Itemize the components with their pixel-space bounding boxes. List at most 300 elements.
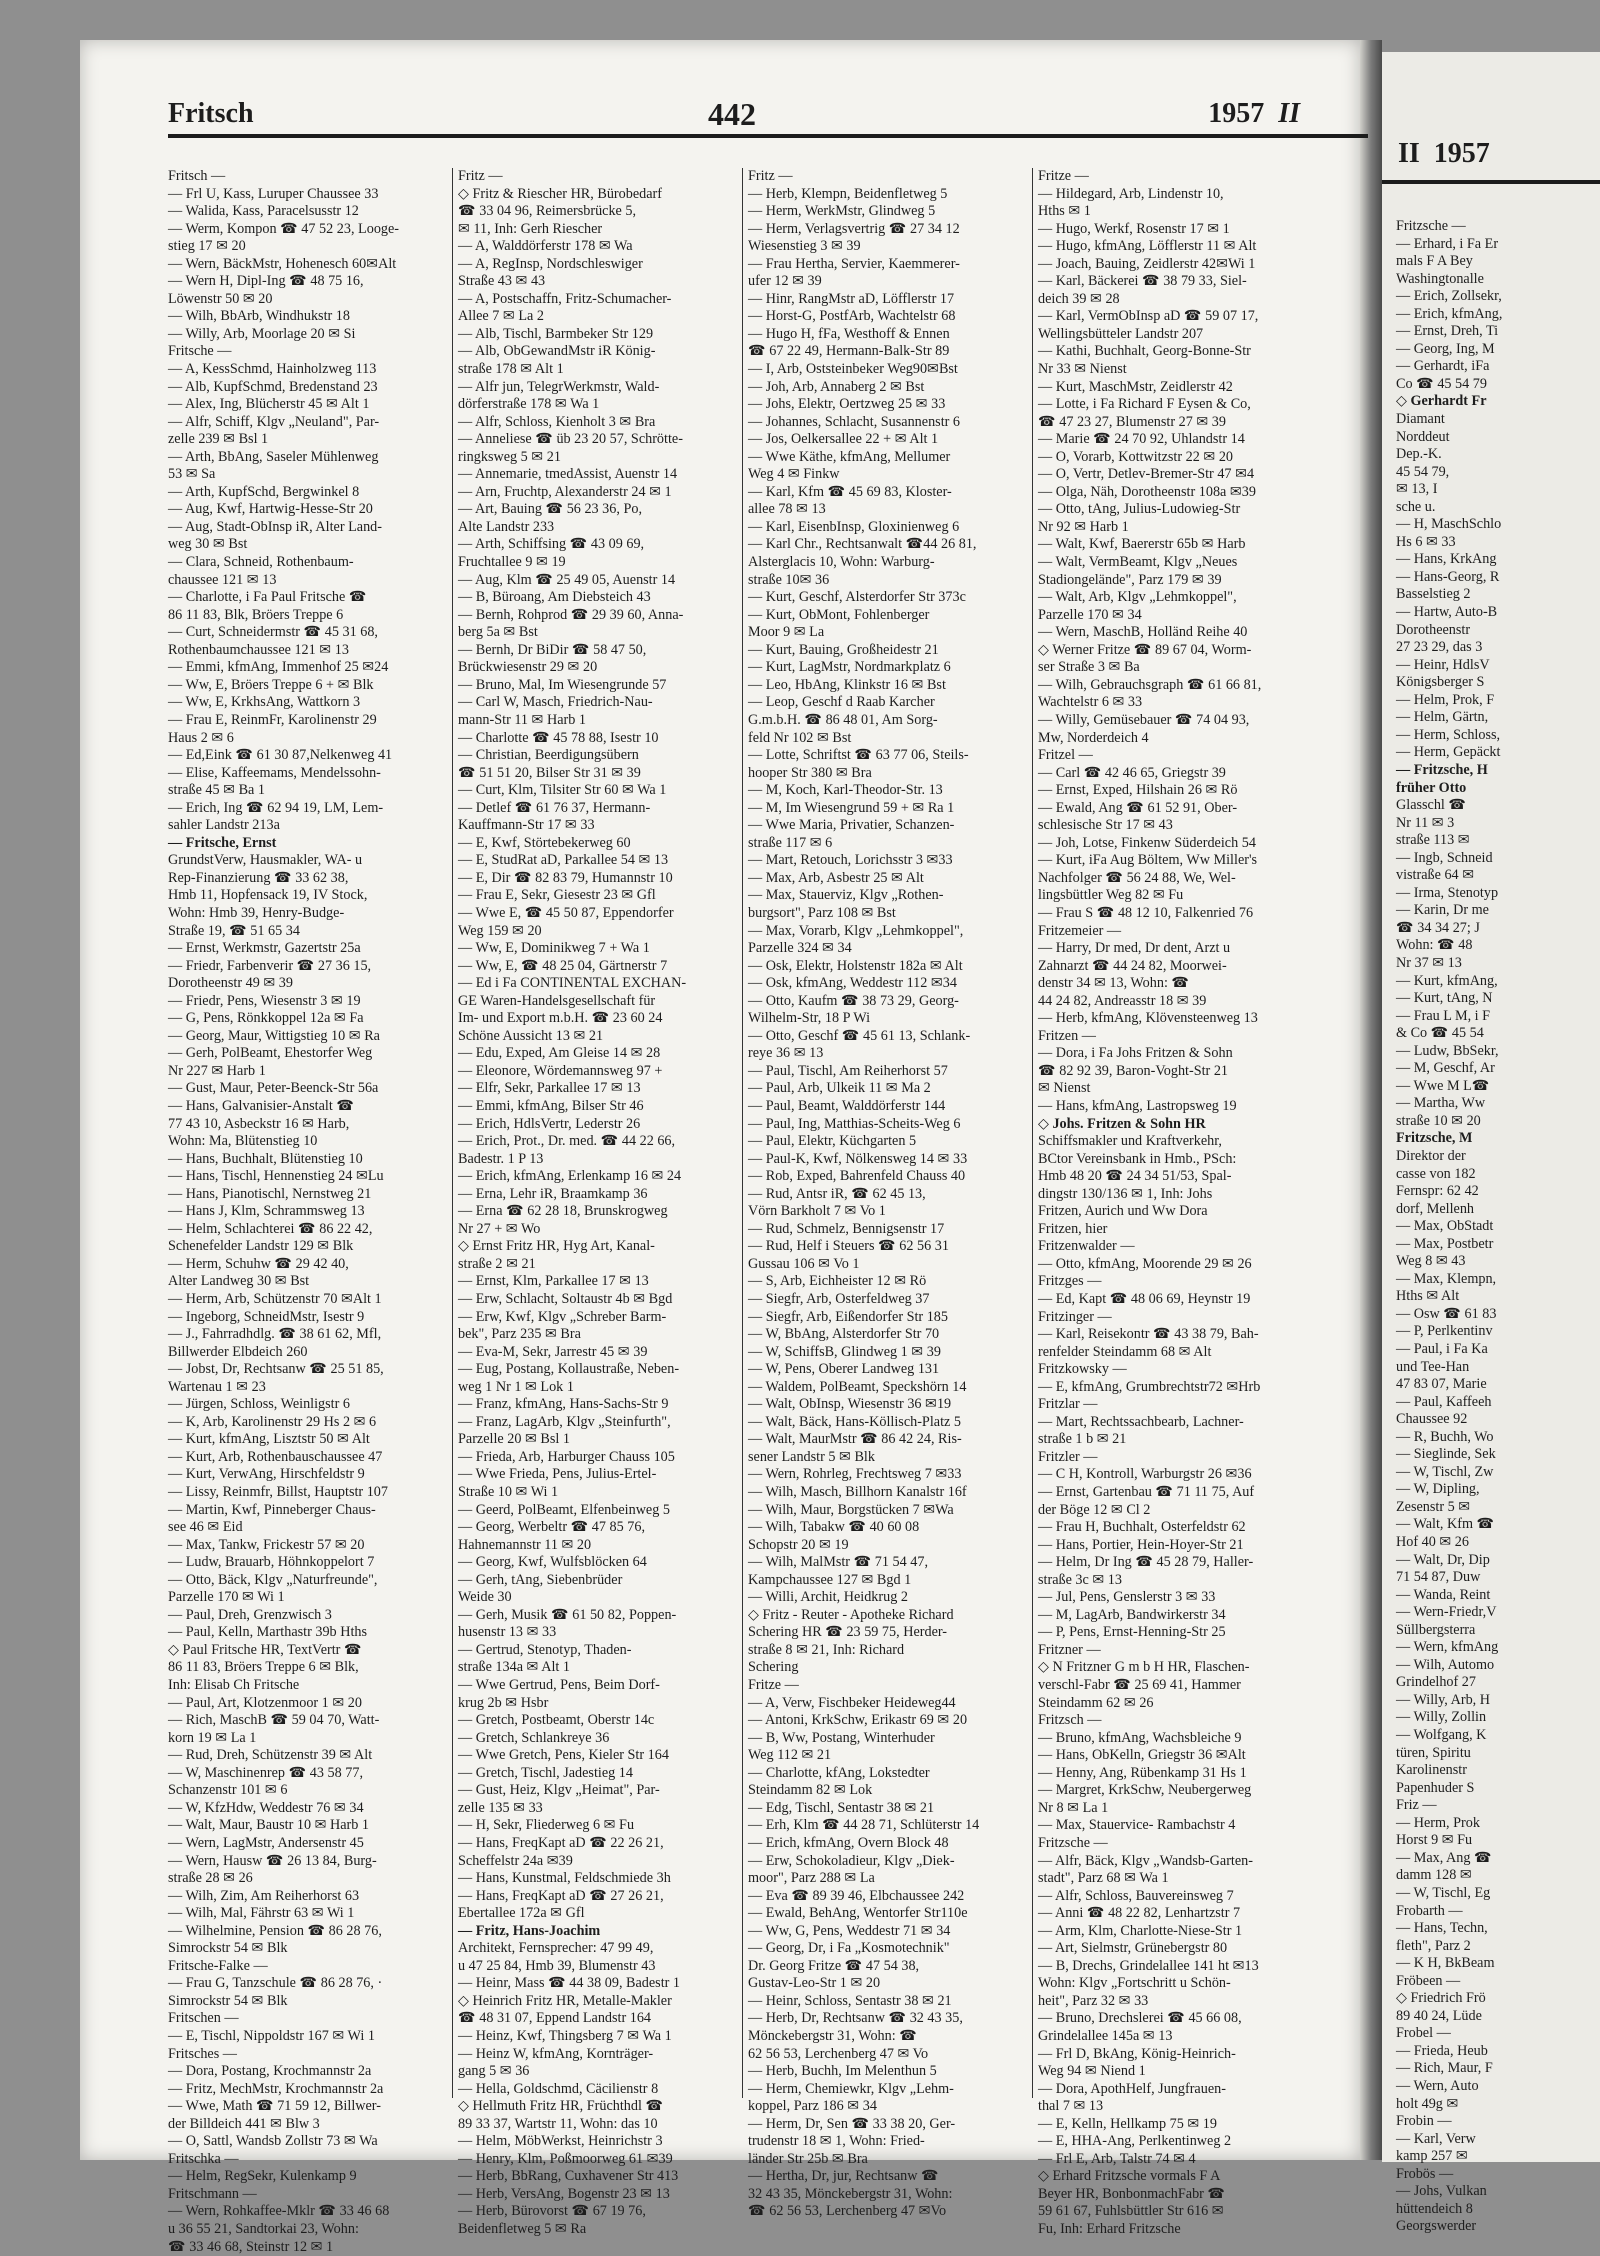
directory-entry-line: kamp 257 ✉ [1396, 2148, 1468, 2165]
directory-entry-line: — Herb, Klempn, Beidenfletweg 5 [748, 185, 948, 202]
directory-entry-line: — Fritzsche, H [1396, 761, 1488, 778]
directory-entry-line: — Gerh, PolBeamt, Ehestorfer Weg [168, 1045, 373, 1062]
directory-entry-line: Fritzlar — [1038, 1396, 1098, 1413]
directory-entry-line: ufer 12 ✉ 39 [748, 273, 822, 290]
directory-entry-line: Kauffmann-Str 17 ✉ 33 [458, 817, 595, 834]
directory-entry-line: — Wwe Gertrud, Pens, Beim Dorf- [458, 1677, 660, 1694]
directory-entry-line: — Gertrud, Stenotyp, Thaden- [458, 1641, 632, 1658]
directory-entry-line: — Heinr, Mass ☎ 44 38 09, Badestr 1 [458, 1975, 681, 1992]
directory-entry-line: Weide 30 [458, 1589, 512, 1606]
directory-entry-line: — Hans, Techn, [1396, 1920, 1488, 1937]
directory-entry-line: Washingtonalle [1396, 270, 1484, 287]
directory-entry-line: Schenefelder Landstr 129 ✉ Blk [168, 1238, 354, 1255]
directory-entry-line: — Alb, Tischl, Barmbeker Str 129 [458, 325, 654, 342]
directory-entry-line: — M, Geschf, Ar [1396, 1060, 1495, 1077]
directory-entry-line: vistraße 64 ✉ [1396, 867, 1475, 884]
directory-entry-line: Nr 27 + ✉ Wo [458, 1220, 541, 1237]
directory-entry-line: — Frl E, Arb, Talstr 74 ✉ 4 [1038, 2150, 1196, 2167]
directory-entry-line: — Anneliese ☎ üb 23 20 57, Schrötte- [458, 431, 683, 448]
directory-entry-line: — Jürgen, Schloss, Weinligstr 6 [168, 1396, 350, 1413]
directory-entry-line: — Max, Postbetr [1396, 1235, 1494, 1252]
directory-entry-line: straße 10 ✉ 20 [1396, 1112, 1481, 1129]
directory-entry-line: Frobin — [1396, 2113, 1452, 2130]
directory-entry-line: — B, Büroang, Am Diebsteich 43 [458, 589, 651, 606]
directory-entry-line: Schopstr 20 ✉ 19 [748, 1536, 849, 1553]
directory-entry-line: — Carl W, Masch, Friedrich-Nau- [458, 694, 653, 711]
directory-entry-line: ◇ Gerhardt Fr [1396, 393, 1487, 410]
directory-entry-line: — Otto, Bäck, Klgv „Naturfreunde", [168, 1571, 378, 1588]
directory-entry-line: — Bernh, Dr BiDir ☎ 58 47 50, [458, 641, 647, 658]
directory-entry-line: Straße 19, ☎ 51 65 34 [168, 922, 300, 939]
column-divider [452, 168, 453, 2098]
directory-entry-line: ◇ Johs. Fritzen & Sohn HR [1038, 1115, 1206, 1132]
directory-entry-line: — Margret, KrkSchw, Neubergerweg [1038, 1782, 1252, 1799]
directory-entry-line: 71 54 87, Duw [1396, 1569, 1481, 1586]
directory-entry-line: — Clara, Schneid, Rothenbaum- [168, 554, 354, 571]
directory-entry-line: der Böge 12 ✉ Cl 2 [1038, 1501, 1151, 1518]
directory-entry-line: 47 83 07, Marie [1396, 1376, 1487, 1393]
directory-entry-line: — Ludw, Brauarb, Höhnkoppelort 7 [168, 1554, 375, 1571]
directory-entry-line: — Arm, Klm, Charlotte-Niese-Str 1 [1038, 1922, 1243, 1939]
directory-entry-line: GrundstVerw, Hausmakler, WA- u [168, 852, 363, 869]
directory-entry-line: Frobarth — [1396, 1902, 1463, 1919]
directory-entry-line: — Siegfr, Arb, Eißendorfer Str 185 [748, 1308, 948, 1325]
directory-entry-line: Wachtelstr 6 ✉ 33 [1038, 694, 1143, 711]
directory-entry-line: — Georg, Werbeltr ☎ 47 85 76, [458, 1519, 646, 1536]
directory-entry-line: — Walt, Arb, Klgv „Lehmkoppel", [1038, 589, 1237, 606]
directory-entry-line: — Christian, Beerdigungsübern [458, 747, 639, 764]
column-4 [1038, 168, 1314, 2237]
directory-entry-line: Norddeut [1396, 428, 1450, 445]
directory-entry-line: Straße 43 ✉ 43 [458, 273, 546, 290]
directory-entry-line: straße 113 ✉ [1396, 832, 1470, 849]
directory-entry-line: — Horst-G, PostfArb, Wachtelstr 68 [748, 308, 956, 325]
directory-entry-line: — Walt, Bäck, Hans-Köllisch-Platz 5 [748, 1413, 961, 1430]
directory-entry-line: — Ernst, Dreh, Ti [1396, 323, 1499, 340]
directory-entry-line: & Co ☎ 45 54 [1396, 1025, 1484, 1042]
directory-entry-line: Vörn Barkholt 7 ✉ Vo 1 [748, 1203, 886, 1220]
directory-entry-line: — Erich, HdlsVertr, Lederstr 26 [458, 1115, 641, 1132]
directory-entry-line: — Dora, ApothHelf, Jungfrauen- [1038, 2080, 1226, 2097]
directory-entry-line: Fritzen — [1038, 1027, 1096, 1044]
directory-entry-line: — Ww, E, ☎ 48 25 04, Gärtnerstr 7 [458, 957, 668, 974]
adjacent-page [1382, 52, 1600, 2235]
directory-entry-line: — Frau Hertha, Servier, Kaemmerer- [748, 255, 960, 272]
year: 1957 [1208, 98, 1265, 129]
directory-entry-line: — Osw ☎ 61 83 [1396, 1305, 1497, 1322]
directory-entry-line: Fritzemeier — [1038, 922, 1122, 939]
directory-entry-line: — M, Koch, Karl-Theodor-Str. 13 [748, 782, 943, 799]
directory-entry-line: — Wilh, Gebrauchsgraph ☎ 61 66 81, [1038, 676, 1262, 693]
directory-entry-line: dorf, Mellenh [1396, 1200, 1475, 1217]
directory-entry-line: — R, Buchh, Wo [1396, 1428, 1494, 1445]
directory-entry-line: Fritzsche — [1396, 218, 1466, 234]
directory-entry-line: — Aug, Klm ☎ 25 49 05, Auenstr 14 [458, 571, 676, 588]
directory-entry-line: früher Otto [1396, 779, 1467, 796]
directory-entry-line: Weg 4 ✉ Finkw [748, 466, 840, 483]
directory-entry-line: Hmb 11, Hopfensack 19, IV Stock, [168, 887, 368, 904]
directory-entry-line: — Paul, Kelln, Marthastr 39b Hths [168, 1624, 367, 1641]
directory-entry-line: Steindamm 82 ✉ Lok [748, 1782, 873, 1799]
directory-entry-line: — Eleonore, Wördemannsweg 97 + [458, 1062, 663, 1079]
directory-entry-line: — Gretch, Schlankreye 36 [458, 1729, 610, 1746]
directory-entry-line: Mw, Norderdeich 4 [1038, 729, 1149, 746]
directory-entry-line: allee 78 ✉ 13 [748, 501, 826, 518]
directory-entry-line: thal 7 ✉ 13 [1038, 2098, 1104, 2115]
directory-entry-line: Gustav-Leo-Str 1 ✉ 20 [748, 1975, 881, 1992]
directory-entry-line: Fu, Inh: Erhard Fritzsche [1038, 2220, 1181, 2237]
directory-entry-line: ◇ Erhard Fritzsche vormals F A [1038, 2168, 1221, 2185]
directory-entry-line: — Wern-Friedr,V [1396, 1604, 1497, 1621]
directory-entry-line: — Wern, Auto [1396, 2077, 1479, 2094]
directory-entry-line: — Paul, Dreh, Grenzwisch 3 [168, 1606, 332, 1623]
directory-entry-line: koppel, Parz 186 ✉ 34 [748, 2098, 877, 2115]
directory-entry-line: — Henny, Ang, Rübenkamp 31 Hs 1 [1038, 1764, 1247, 1781]
directory-entry-line: — Marie ☎ 24 70 92, Uhlandstr 14 [1038, 431, 1245, 448]
directory-entry-line: Weg 159 ✉ 20 [458, 922, 542, 939]
directory-entry-line: — Walt, Maur, Baustr 10 ✉ Harb 1 [168, 1817, 370, 1834]
directory-entry-line: — Erhard, i Fa Er [1396, 235, 1499, 252]
directory-entry-line: — Wolfgang, K [1396, 1727, 1487, 1744]
directory-entry-line: — Wilh, Zim, Am Reiherhorst 63 [168, 1887, 360, 1904]
directory-entry-line: — Max, Stauerviz, Klgv „Rothen- [748, 887, 944, 904]
directory-entry-line: — Erna ☎ 62 28 18, Brunskrogweg [458, 1203, 668, 1220]
directory-entry-line: — Osk, Elektr, Holstenstr 182a ✉ Alt [748, 957, 963, 974]
directory-entry-line: — Wern, Rohkaffee-Mklr ☎ 33 46 68 [168, 2203, 390, 2220]
directory-entry-line: Grindelallee 145a ✉ 13 [1038, 2027, 1173, 2044]
directory-entry-line: — Wwe Gretch, Pens, Kieler Str 164 [458, 1747, 669, 1764]
directory-entry-line: — Wwe Käthe, kfmAng, Mellumer [748, 448, 951, 465]
directory-entry-line: — O, Vertr, Detlev-Bremer-Str 47 ✉4 [1038, 466, 1255, 483]
directory-entry-line: — Martin, Kwf, Pinneberger Chaus- [168, 1501, 376, 1518]
directory-entry-line: — A, Walddörferstr 178 ✉ Wa [458, 238, 633, 255]
directory-entry-line: ◇ Werner Fritze ☎ 89 67 04, Worm- [1038, 641, 1252, 658]
directory-entry-line: ☎ 33 04 96, Reimersbrücke 5, [458, 203, 637, 220]
directory-entry-line: Wohn: Ma, Blütenstieg 10 [168, 1133, 318, 1150]
directory-entry-line: — Hugo, kfmAng, Löfflerstr 11 ✉ Alt [1038, 238, 1257, 255]
directory-entry-line: — Aug, Stadt-ObInsp iR, Alter Land- [168, 518, 382, 535]
directory-entry-line: Fritze — [1038, 168, 1089, 184]
directory-entry-line: Friz — [1396, 1797, 1437, 1814]
directory-entry-line: — Herm, Schloss, [1396, 726, 1501, 743]
directory-entry-line: — Rich, MaschB ☎ 59 04 70, Watt- [168, 1712, 380, 1729]
directory-entry-line: straße 45 ✉ Ba 1 [168, 782, 265, 799]
directory-entry-line: straße 10✉ 36 [748, 571, 830, 588]
directory-entry-line: Hs 6 ✉ 33 [1396, 533, 1456, 550]
directory-entry-line: — Walt, MaurMstr ☎ 86 42 24, Ris- [748, 1431, 962, 1448]
directory-entry-line: — Karl, Kfm ☎ 45 69 83, Kloster- [748, 483, 952, 500]
directory-entry-line: — Paul, Elektr, Küchgarten 5 [748, 1133, 917, 1150]
directory-entry-line: Weg 94 ✉ Niend 1 [1038, 2063, 1146, 2080]
directory-entry-line: — Paul-K, Kwf, Nölkensweg 14 ✉ 33 [748, 1150, 968, 1167]
directory-entry-line: — Wwe Maria, Privatier, Schanzen- [748, 817, 955, 834]
directory-entry-line: hooper Str 380 ✉ Bra [748, 764, 872, 781]
directory-entry-line: länder Str 25b ✉ Bra [748, 2150, 868, 2167]
directory-entry-line: — Paul, Ing, Matthias-Scheits-Weg 6 [748, 1115, 961, 1132]
directory-entry-line: Billwerder Elbdeich 260 [168, 1343, 308, 1360]
directory-entry-line: Karolinenstr [1396, 1762, 1467, 1779]
directory-entry-line: — Walt, ObInsp, Wiesenstr 36 ✉19 [748, 1396, 952, 1413]
directory-entry-line: — W, Tischl, Zw [1396, 1463, 1494, 1480]
directory-entry-line: Fröbeen — [1396, 1972, 1461, 1989]
directory-entry-line: — Georg, Dr, i Fa „Kosmotechnik" [748, 1940, 950, 1957]
directory-entry-line: — Johs, Elektr, Oertzweg 25 ✉ 33 [748, 396, 946, 413]
directory-entry-line: — W, KfzHdw, Weddestr 76 ✉ 34 [168, 1799, 364, 1816]
directory-entry-line: — Frau H, Buchhalt, Osterfeldstr 62 [1038, 1519, 1246, 1536]
directory-entry-line: — Friedr, Pens, Wiesenstr 3 ✉ 19 [168, 992, 361, 1009]
directory-entry-line: 59 61 67, Fuhlsbüttler Str 616 ✉ [1038, 2203, 1224, 2220]
directory-entry-line: Nr 227 ✉ Harb 1 [168, 1062, 266, 1079]
directory-entry-line: Badestr. 1 P 13 [458, 1150, 544, 1167]
directory-entry-line: Horst 9 ✉ Fu [1396, 1832, 1473, 1849]
directory-entry-line: renfelder Steindamm 68 ✉ Alt [1038, 1343, 1212, 1360]
directory-entry-line: Georgswerder [1396, 2218, 1477, 2235]
directory-entry-line: 27 23 29, das 3 [1396, 639, 1483, 656]
directory-entry-line: — Hans, Kunstmal, Feldschmiede 3h [458, 1870, 671, 1887]
directory-entry-line: — P, Pens, Ernst-Henning-Str 25 [1038, 1624, 1226, 1641]
directory-entry-line: — Hertha, Dr, jur, Rechtsanw ☎ [748, 2168, 939, 2185]
directory-entry-line: Weg 112 ✉ 21 [748, 1747, 832, 1764]
directory-entry-line: — Wwe M L☎ [1396, 1077, 1490, 1094]
directory-entry-line: 62 56 53, Lerchenberg 47 ✉ Vo [748, 2045, 929, 2062]
directory-entry-line: moor", Parz 288 ✉ La [748, 1870, 875, 1887]
directory-entry-line: — Hans J, Klm, Schrammsweg 13 [168, 1203, 365, 1220]
directory-entry-line: fleth", Parz 2 [1396, 1937, 1471, 1954]
directory-entry-line: — Herm, Arb, Schützenstr 70 ✉Alt 1 [168, 1291, 382, 1307]
directory-entry-line: — Herb, VersAng, Bogenstr 23 ✉ 13 [458, 2185, 670, 2202]
directory-entry-line: gang 5 ✉ 36 [458, 2063, 530, 2080]
directory-entry-line: — Jobst, Dr, Rechtsanw ☎ 25 51 85, [168, 1361, 384, 1378]
directory-entry-line: feld Nr 102 ✉ Bst [748, 729, 852, 746]
directory-entry-line: ◇ Fritz & Riescher HR, Bürobedarf [458, 185, 662, 202]
directory-entry-line: und Tee-Han [1396, 1358, 1470, 1375]
directory-entry-line: — Hans, FreqKapt aD ☎ 27 26 21, [458, 1887, 664, 1904]
directory-entry-line: — Alb, ObGewandMstr iR König- [458, 343, 656, 360]
directory-entry-line: Steindamm 62 ✉ 26 [1038, 1694, 1154, 1711]
directory-entry-line: — Fritsche, Ernst [168, 834, 277, 851]
directory-entry-line: — Antoni, KrkSchw, Erikastr 69 ✉ 20 [748, 1712, 968, 1729]
directory-entry-line: — Frl D, BkAng, König-Heinrich- [1038, 2045, 1236, 2062]
directory-entry-line: — Joh, Lotse, Finkenw Süderdeich 54 [1038, 834, 1256, 851]
directory-entry-line: 86 11 83, Blk, Bröers Treppe 6 [168, 606, 344, 623]
directory-entry-line: — Hans, Portier, Hein-Hoyer-Str 21 [1038, 1536, 1244, 1553]
directory-entry-line: — Helm, RegSekr, Kulenkamp 9 [168, 2168, 357, 2185]
directory-entry-line: — Karl Chr., Rechtsanwalt ☎44 26 81, [748, 536, 977, 553]
directory-entry-line: — Ed, Kapt ☎ 48 06 69, Heynstr 19 [1038, 1291, 1251, 1307]
directory-entry-line: — Ed,Eink ☎ 61 30 87,Nelkenweg 41 [168, 747, 393, 764]
directory-entry-line: — E, HHA-Ang, Perlkentinweg 2 [1038, 2133, 1232, 2150]
directory-entry-line: — Herm, Chemiewkr, Klgv „Lehm- [748, 2080, 954, 2097]
directory-entry-line: GE Waren-Handelsgesellschaft für [458, 992, 656, 1009]
directory-entry-line: — Erich, Zollsekr, [1396, 288, 1502, 305]
directory-entry-line: — Edu, Exped, Am Gleise 14 ✉ 28 [458, 1045, 661, 1062]
directory-entry-line: — Gust, Maur, Peter-Beenck-Str 56a [168, 1080, 379, 1097]
directory-entry-line: — Ed i Fa CONTINENTAL EXCHAN- [458, 975, 687, 992]
directory-entry-line: Direktor der [1396, 1147, 1466, 1164]
directory-entry-line: Fritzenwalder — [1038, 1238, 1135, 1255]
directory-entry-line: — Ernst, Klm, Parkallee 17 ✉ 13 [458, 1273, 649, 1290]
directory-entry-line: — Herm, Prok [1396, 1814, 1480, 1831]
directory-entry-line: Fernspr: 62 42 [1396, 1183, 1479, 1200]
directory-entry-line: — Detlef ☎ 61 76 37, Hermann- [458, 799, 651, 816]
directory-entry-line: — W, BbAng, Alsterdorfer Str 70 [748, 1326, 940, 1343]
directory-entry-line: Nr 8 ✉ La 1 [1038, 1799, 1109, 1816]
directory-entry-line: Fritzen, Aurich und Ww Dora [1038, 1203, 1208, 1220]
directory-entry-line: Fritzsche, M [1396, 1130, 1473, 1147]
directory-entry-line: weg 1 Nr 1 ✉ Lok 1 [458, 1378, 574, 1395]
directory-entry-line: — Dora, Postang, Krochmannstr 2a [168, 2063, 372, 2080]
directory-entry-line: — Max, Vorarb, Klgv „Lehmkoppel", [748, 922, 964, 939]
directory-entry-line: — Alex, Ing, Blücherstr 45 ✉ Alt 1 [168, 396, 370, 413]
directory-entry-line: — Gerh, Musik ☎ 61 50 82, Poppen- [458, 1606, 677, 1623]
directory-entry-line: krug 2b ✉ Hsbr [458, 1694, 549, 1711]
directory-entry-line: — Wern, LagMstr, Andersenstr 45 [168, 1834, 364, 1851]
directory-entry-line: — Carl ☎ 42 46 65, Griegstr 39 [1038, 764, 1226, 781]
directory-entry-line: — Paul, Kaffeeh [1396, 1393, 1492, 1410]
directory-entry-line: Architekt, Fernsprecher: 47 99 49, [458, 1940, 654, 1957]
directory-entry-line: — Hans-Georg, R [1396, 568, 1500, 585]
directory-entry-line: ✉ Nienst [1038, 1080, 1091, 1097]
directory-entry-line: holt 49g ✉ [1396, 2095, 1459, 2112]
directory-entry-line: — Max, ObStadt [1396, 1218, 1494, 1235]
directory-entry-line: — Kurt, iFa Aug Böltem, Ww Miller's [1038, 852, 1258, 869]
directory-entry-line: — Willi, Archit, Heidkrug 2 [748, 1589, 908, 1606]
directory-entry-line: 77 43 10, Asbeckstr 16 ✉ Harb, [168, 1115, 350, 1132]
directory-entry-line: Süllbergsterra [1396, 1621, 1476, 1638]
directory-entry-line: — W, Pens, Oberer Landweg 131 [748, 1361, 940, 1378]
directory-entry-line: — Paul, Beamt, Walddörferstr 144 [748, 1097, 946, 1114]
directory-entry-line: mann-Str 11 ✉ Harb 1 [458, 711, 586, 728]
directory-entry-line: — Osk, kfmAng, Weddestr 112 ✉34 [748, 975, 957, 992]
directory-entry-line: — Kurt, kfmAng, [1396, 972, 1498, 989]
directory-entry-line: — Erh, Klm ☎ 44 28 71, Schlüterstr 14 [748, 1817, 980, 1834]
page-number: 442 [708, 96, 756, 132]
directory-entry-line: dörferstraße 178 ✉ Wa 1 [458, 396, 600, 413]
directory-entry-line: Fritsch — [168, 168, 226, 184]
directory-entry-line: 89 33 37, Wartstr 11, Wohn: das 10 [458, 2115, 658, 2132]
directory-entry-line: Co ☎ 45 54 79 [1396, 375, 1487, 392]
directory-entry-line: — Georg, Ing, M [1396, 340, 1495, 357]
directory-entry-line: Wilhelm-Str, 18 P Wi [748, 1010, 871, 1027]
directory-entry-line: — Bruno, kfmAng, Wachsbleiche 9 [1038, 1729, 1242, 1746]
directory-entry-line: — Otto, kfmAng, Moorende 29 ✉ 26 [1038, 1255, 1252, 1272]
directory-entry-line: — Erna, Lehr iR, Braamkamp 36 [458, 1185, 648, 1202]
directory-entry-line: burgsort", Parz 108 ✉ Bst [748, 904, 896, 921]
directory-entry-line: — Wilhelmine, Pension ☎ 86 28 76, [168, 1922, 382, 1939]
directory-entry-line: reye 36 ✉ 13 [748, 1045, 824, 1062]
directory-entry-line: Hof 40 ✉ 26 [1396, 1534, 1469, 1551]
directory-entry-line: Straße 10 ✉ Wi 1 [458, 1484, 559, 1501]
directory-entry-line: — Irma, Stenotyp [1396, 884, 1499, 901]
directory-entry-line: — Annemarie, tmedAssist, Auenstr 14 [458, 466, 678, 483]
directory-entry-line: — Hans, Galvanisier-Anstalt ☎ [168, 1097, 355, 1114]
directory-entry-line: — Herb, BbRang, Cuxhavener Str 413 [458, 2168, 679, 2185]
directory-entry-line: — Hans, FreqKapt aD ☎ 22 26 21, [458, 1834, 664, 1851]
directory-entry-line: Rothenbaumchaussee 121 ✉ 13 [168, 641, 349, 658]
directory-entry-line: straße 117 ✉ 6 [748, 834, 833, 851]
directory-entry-line: — Charlotte, kfAng, Lokstedter [748, 1764, 930, 1781]
directory-entry-line: Dr. Georg Fritze ☎ 47 54 38, [748, 1957, 920, 1974]
directory-entry-line: — Helm, Schlachterei ☎ 86 22 42, [168, 1220, 373, 1237]
directory-entry-line: — Mart, Rechtssachbearb, Lachner- [1038, 1413, 1244, 1430]
directory-entry-line: — Rud, Schmelz, Bennigsenstr 17 [748, 1220, 945, 1237]
directory-entry-line: — Ww, E, KrkhsAng, Wattkorn 3 [168, 694, 361, 711]
directory-entry-line: ✉ 11, Inh: Gerh Riescher [458, 220, 603, 237]
directory-entry-line: Chaussee 92 [1396, 1411, 1468, 1428]
directory-entry-line: Zesenstr 5 ✉ [1396, 1498, 1471, 1515]
directory-entry-line: — M, Im Wiesengrund 59 + ✉ Ra 1 [748, 799, 955, 816]
directory-entry-line: — Frau G, Tanzschule ☎ 86 28 76, · [168, 1975, 383, 1992]
directory-entry-line: — Leop, Geschf d Raab Karcher [748, 694, 935, 711]
directory-entry-line: Simrockstr 54 ✉ Blk [168, 1940, 288, 1957]
directory-entry-line: Gussau 106 ✉ Vo 1 [748, 1255, 860, 1272]
directory-entry-line: Diamant [1396, 411, 1445, 428]
directory-entry-line: — Charlotte, i Fa Paul Fritsche ☎ [168, 589, 367, 606]
directory-entry-line: trudenstr 18 ✉ 1, Wohn: Fried- [748, 2133, 925, 2150]
directory-entry-line: — A, RegInsp, Nordschleswiger [458, 255, 643, 272]
directory-entry-line: — Arth, Schiffsing ☎ 43 09 69, [458, 536, 645, 553]
directory-entry-line: — Franz, kfmAng, Hans-Sachs-Str 9 [458, 1396, 669, 1413]
directory-entry-line: — Max, Klempn, [1396, 1270, 1497, 1287]
directory-entry-line: — Frau L M, i F [1396, 1007, 1491, 1024]
directory-entry-line: — H, Sekr, Fliederweg 6 ✉ Fu [458, 1817, 635, 1834]
directory-entry-line: straße 28 ✉ 26 [168, 1870, 253, 1887]
directory-entry-line: — K H, BkBeam [1396, 1955, 1495, 1972]
directory-entry-line: — Wilh, Mal, Fährstr 63 ✉ Wi 1 [168, 1905, 355, 1922]
directory-entry-line: — Hinr, RangMstr aD, Löfflerstr 17 [748, 290, 955, 307]
directory-entry-line: see 46 ✉ Eid [168, 1519, 243, 1536]
directory-entry-line: — Hans, Pianotischl, Nernstweg 21 [168, 1185, 372, 1202]
directory-entry-line: u 47 25 84, Hmb 39, Blumenstr 43 [458, 1957, 656, 1974]
directory-entry-line: — Kurt, Bauing, Großheidestr 21 [748, 641, 939, 658]
directory-entry-line: — Bernh, Rohprod ☎ 29 39 60, Anna- [458, 606, 684, 623]
directory-entry-line: Simrockstr 54 ✉ Blk [168, 1992, 288, 2009]
directory-entry-line: — Aug, Kwf, Hartwig-Hesse-Str 20 [168, 501, 373, 518]
directory-entry-line: — Charlotte ☎ 45 78 88, Isestr 10 [458, 729, 659, 746]
directory-entry-line: — Hans, ObKelln, Griegstr 36 ✉Alt [1038, 1747, 1246, 1764]
directory-entry-line: — Hartw, Auto-B [1396, 604, 1498, 621]
directory-entry-line: — Johs, Vulkan [1396, 2183, 1487, 2200]
right-year: 1957 [1433, 138, 1490, 169]
directory-entry-line: — M, LagArb, Bandwirkerstr 34 [1038, 1606, 1226, 1623]
directory-entry-line: — Kurt, LagMstr, Nordmarkplatz 6 [748, 659, 951, 676]
directory-entry-line: — Ewald, Ang ☎ 61 52 91, Ober- [1038, 799, 1238, 816]
directory-entry-line: straße 134a ✉ Alt 1 [458, 1659, 570, 1676]
directory-entry-line: Schering HR ☎ 23 59 75, Herder- [748, 1624, 948, 1641]
book-gutter [1360, 40, 1382, 2160]
directory-entry-line: — Walt, Kwf, Baererstr 65b ✉ Harb [1038, 536, 1246, 553]
directory-entry-line: — Arth, BbAng, Saseler Mühlenweg [168, 448, 379, 465]
directory-entry-line: — Herm, Dr, Sen ☎ 33 38 20, Ger- [748, 2115, 956, 2132]
directory-entry-line: Weg 8 ✉ 43 [1396, 1253, 1466, 1270]
directory-entry-line: — Alfr, Bäck, Klgv „Wandsb-Garten- [1038, 1852, 1253, 1869]
directory-entry-line: Fritsches — [168, 2045, 237, 2062]
directory-entry-line: — Dora, i Fa Johs Fritzen & Sohn [1038, 1045, 1233, 1062]
directory-entry-line: — P, Perlkentinv [1396, 1323, 1493, 1340]
directory-entry-line: Fritschka — [168, 2150, 239, 2167]
column-3 [748, 168, 1024, 2220]
directory-entry-line: Nr 92 ✉ Harb 1 [1038, 518, 1129, 535]
directory-entry-line: Im- und Export m.b.H. ☎ 23 60 24 [458, 1010, 663, 1027]
directory-entry-line: Wiesenstieg 3 ✉ 39 [748, 238, 861, 255]
directory-entry-line: — Anni ☎ 48 22 82, Lenhartzstr 7 [1038, 1905, 1241, 1922]
directory-entry-line: — Wern, MaschB, Holländ Reihe 40 [1038, 624, 1248, 641]
directory-entry-line: — B, Drechs, Grindelallee 141 ht ✉13 [1038, 1957, 1259, 1974]
directory-entry-line: — Elfr, Sekr, Parkallee 17 ✉ 13 [458, 1080, 641, 1097]
directory-entry-line: Wellingsbütteler Landstr 207 [1038, 325, 1204, 342]
directory-entry-line: — Curt, Klm, Tilsiter Str 60 ✉ Wa 1 [458, 782, 667, 799]
directory-entry-line: — I, Arb, Oststeinbeker Weg90✉Bst [748, 361, 958, 378]
